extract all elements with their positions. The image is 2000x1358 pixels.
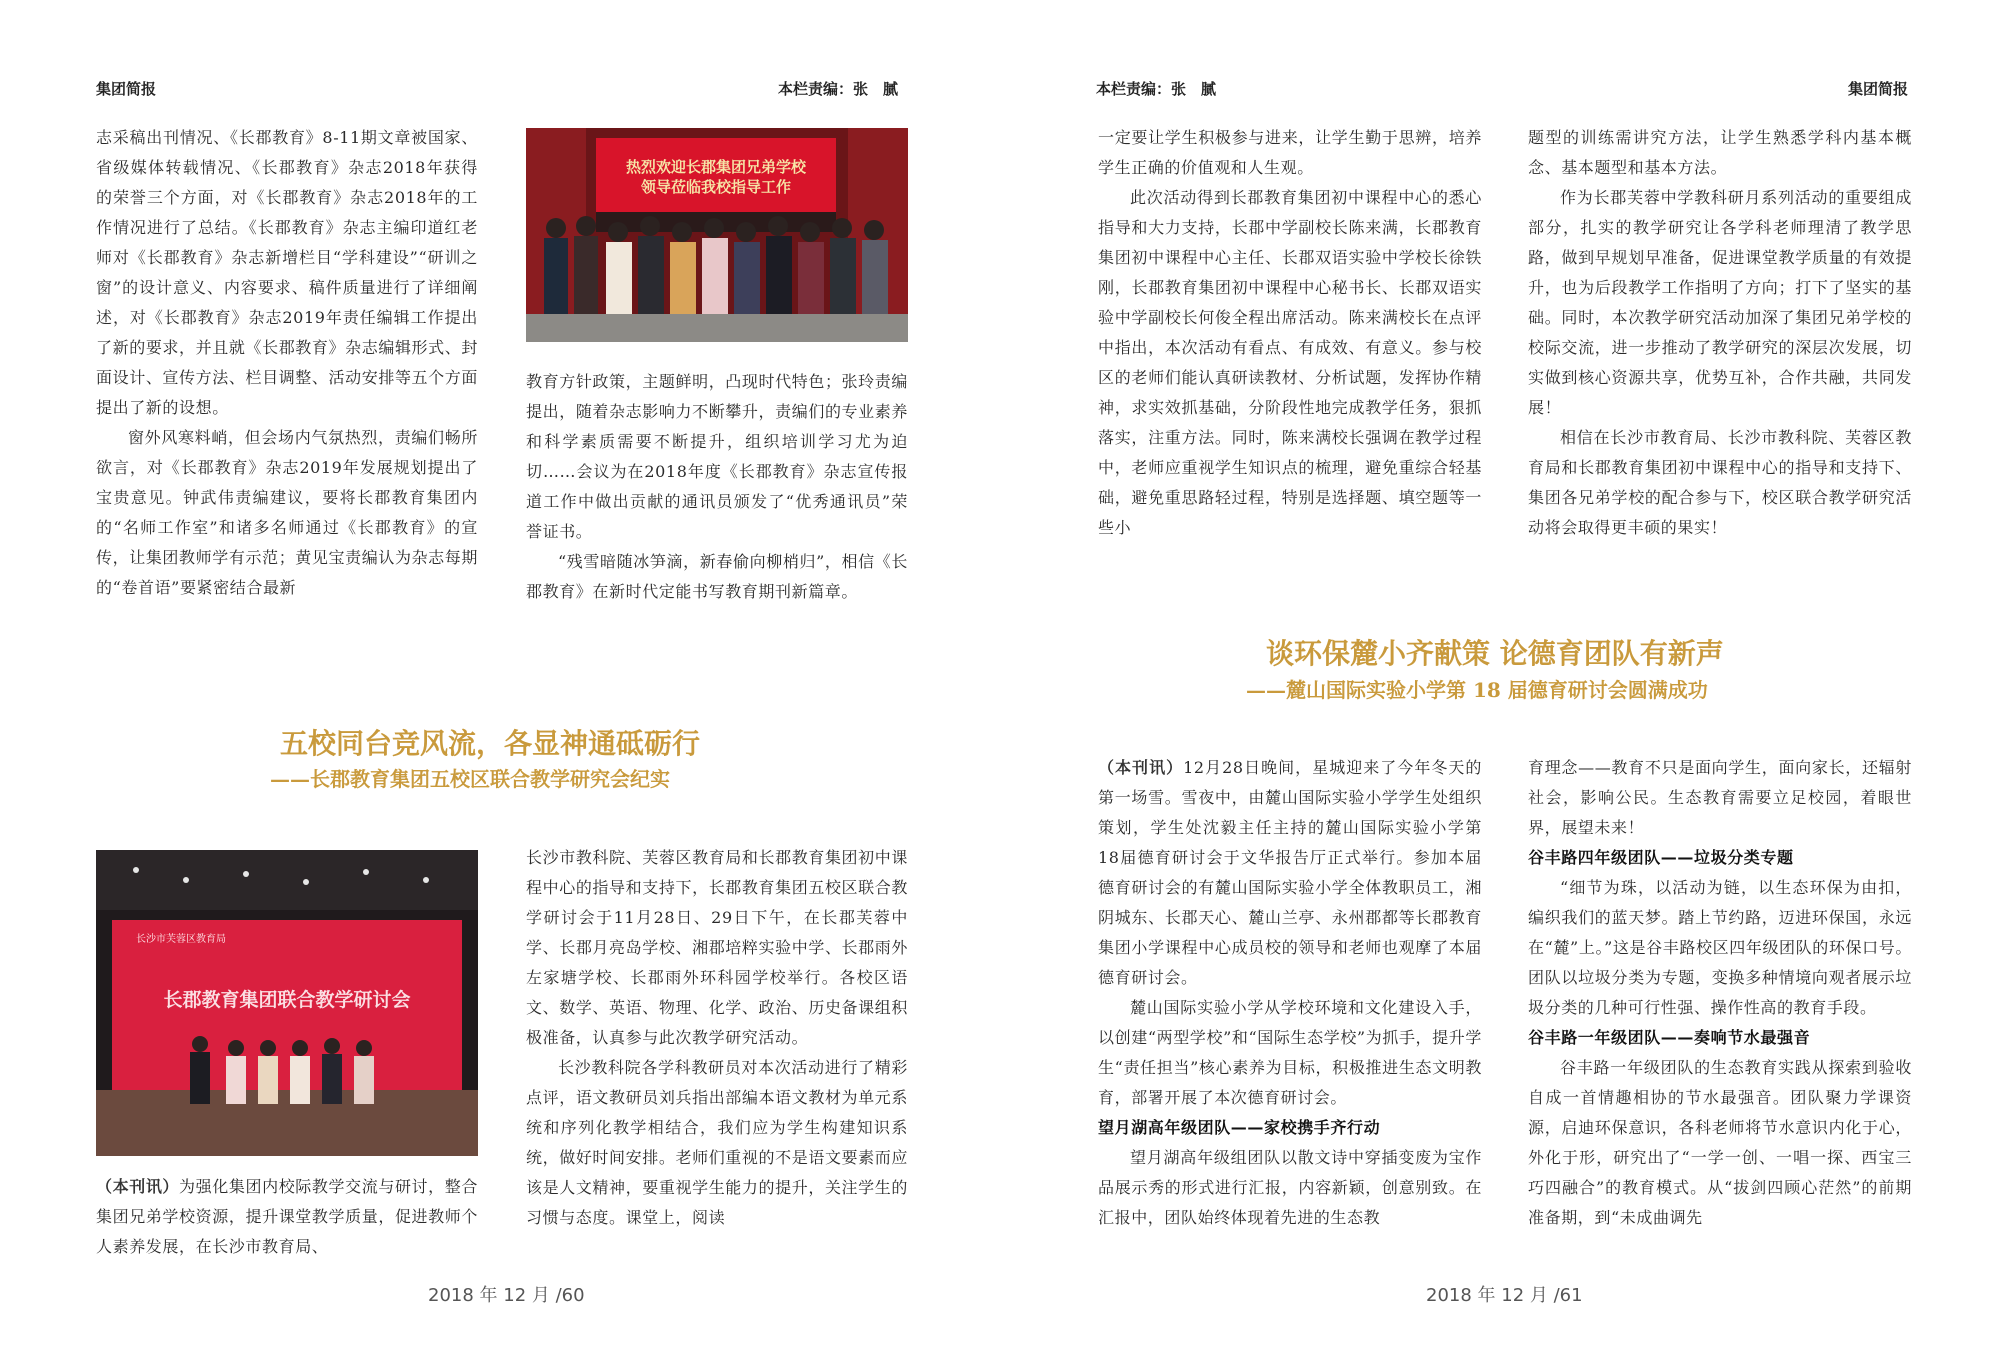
left-header-editor: 本栏责编：张 腻 xyxy=(778,80,899,98)
article1-paragraph-3: 教育方针政策，主题鲜明，凸现时代特色；张玲责编提出，随着杂志影响力不断攀升，责编们的专业素养和科学素质需要不断提升，组织培训学习尤为迫切……会议为在2018年度《长郡教育》杂志宣传报道工作中做出贡献的通讯员颁发了“优秀通讯员”荣誉证书。 xyxy=(526,372,908,541)
article3-paragraph-6: 谷丰路一年级团队的生态教育实践从探索到验收自成一首情趣相协的节水最强音。团队聚力学课资源，启迪环保意识，各科老师将节水意识内化于心，外化于形，研究出了“一学一创、一唱一探、西宝三巧四融合”的教育模式。从“拔剑四顾心茫然”的前期准备期，到“未成曲调先 xyxy=(1528,1058,1912,1227)
article2-column-1 xyxy=(96,1172,478,1264)
article3-column-2 xyxy=(1528,753,1912,1263)
article2-cont-paragraph-2: 此次活动得到长郡教育集团初中课程中心的悉心指导和大力支持，长郡中学副校长陈来满，长郡教育集团初中课程中心主任、长郡双语实验中学校长徐铁刚，长郡教育集团初中课程中心秘书长、长郡双语实验中学副校长何俊全程出席活动。陈来满校长在点评中指出，本次活动有看点、有成效、有意义。参与校区的老师们能认真研读教材、分析试题，发挥协作精神，求实效抓基础，分阶段性地完成教学任务，狠抓落实，注重方法。同时，陈来满校长强调在教学过程中，老师应重视学生知识点的梳理，避免重综合轻基础，避免重思路轻过程，特别是选择题、填空题等一些小 xyxy=(1098,188,1482,537)
article2-continued-column-2 xyxy=(1528,123,1912,543)
right-header-editor: 本栏责编：张 腻 xyxy=(1096,80,1217,98)
article1-paragraph-4: “残雪暗随冰笋滴，新春偷向柳梢归”，相信《长郡教育》在新时代定能书写教育期刊新篇章。 xyxy=(526,552,908,601)
article3-paragraph-1-text: 12月28日晚间，星城迎来了今年冬天的第一场雪。雪夜中，由麓山国际实验小学学生处组织策划，学生处沈毅主任主持的麓山国际实验小学第18届德育研讨会于文华报告厅正式举行。参加本届德育研讨会的有麓山国际实验小学全体教职员工，湘阴城东、长郡天心、麓山兰亭、永州郡都等长郡教育集团小学课程中心成员校的领导和老师也观摩了本届德育研讨会。 xyxy=(1098,758,1482,987)
article3-subheading-2: 谷丰路四年级团队——垃圾分类专题 xyxy=(1528,848,1794,867)
article2-paragraph-3: 长沙教科院各学科教研员对本次活动进行了精彩点评，语文教研员刘兵指出部编本语文教材为单元系统和序列化教学相结合，我们应为学生构建知识系统，做好时间安排。老师们重视的不是语文要素而应该是人文精神，要重视学生能力的提升，关注学生的习惯与态度。课堂上，阅读 xyxy=(526,1058,908,1227)
article2-lead: （本刊讯） xyxy=(96,1177,180,1196)
article1-column-1 xyxy=(96,123,478,613)
stage-top-banner: 长沙市芙蓉区教育局 xyxy=(136,934,226,945)
article3-paragraph-2: 麓山国际实验小学从学校环境和文化建设入手，以创建“两型学校”和“国际生态学校”为抓手，提升学生“责任担当”核心素养为目标，积极推进生态文明教育，部署开展了本次德育研讨会。 xyxy=(1098,998,1482,1107)
group-photo xyxy=(526,128,908,342)
article2-subtitle: ——长郡教育集团五校区联合教学研究会纪实 xyxy=(270,767,670,791)
article3-subtitle: ——麓山国际实验小学第 18 届德育研讨会圆满成功 xyxy=(1246,678,1708,702)
article2-paragraph-2: 长沙市教科院、芙蓉区教育局和长郡教育集团初中课程中心的指导和支持下，长郡教育集团五校区联合教学研讨会于11月28日、29日下午，在长郡芙蓉中学、长郡月亮岛学校、湘郡培粹实验中学、长郡雨外左家塘学校、长郡雨外环科园学校举行。各校区语文、数学、英语、物理、化学、政治、历史备课组积极准备，认真参与此次教学研究活动。 xyxy=(526,848,908,1047)
right-header-section: 集团简报 xyxy=(1848,80,1909,98)
article3-column-1 xyxy=(1098,753,1482,1263)
article2-cont-paragraph-5: 相信在长沙市教育局、长沙市教科院、芙蓉区教育局和长郡教育集团初中课程中心的指导和支持下、集团各兄弟学校的配合参与下，校区联合教学研究活动将会取得更丰硕的果实！ xyxy=(1528,428,1912,537)
article1-column-2 xyxy=(526,367,908,637)
article2-cont-paragraph-3: 题型的训练需讲究方法，让学生熟悉学科内基本概念、基本题型和基本方法。 xyxy=(1528,128,1912,177)
article3-lead: （本刊讯） xyxy=(1098,758,1184,777)
article3-paragraph-5: “细节为珠，以活动为链，以生态环保为由扣，编织我们的蓝天梦。踏上节约路，迈进环保国，永远在“麓”上。”这是谷丰路校区四年级团队的环保口号。团队以垃圾分类为专题，变换多种情境向观者展示垃圾分类的几种可行性强、操作性高的教育手段。 xyxy=(1528,878,1912,1017)
article2-column-2 xyxy=(526,843,908,1263)
article2-cont-paragraph-1: 一定要让学生积极参与进来，让学生勤于思辨，培养学生正确的价值观和人生观。 xyxy=(1098,128,1482,177)
article1-paragraph-2: 窗外风寒料峭，但会场内气氛热烈，责编们畅所欲言，对《长郡教育》杂志2019年发展规划提出了宝贵意见。钟武伟责编建议，要将长郡教育集团内的“名师工作室”和诸多名师通过《长郡教育》的宣传，让集团教师学有示范；黄见宝责编认为杂志每期的“卷首语”要紧密结合最新 xyxy=(96,428,478,597)
article3-subheading-3: 谷丰路一年级团队——奏响节水最强音 xyxy=(1528,1028,1811,1047)
left-page-folio: 2018 年 12 月 /60 xyxy=(428,1285,585,1306)
left-header-section: 集团简报 xyxy=(96,80,157,98)
article3-subheading-1: 望月湖高年级团队——家校携手齐行动 xyxy=(1098,1118,1381,1137)
banner-line-2: 领导莅临我校指导工作 xyxy=(640,178,792,196)
stage-ceremony-photo xyxy=(96,850,478,1156)
stage-main-banner: 长郡教育集团联合教学研讨会 xyxy=(163,989,411,1011)
article1-paragraph-1: 志采稿出刊情况、《长郡教育》8-11期文章被国家、省级媒体转载情况、《长郡教育》杂志2018年获得的荣誉三个方面，对《长郡教育》杂志2018年的工作情况进行了总结。《长郡教育》杂志主编印道红老师对《长郡教育》杂志新增栏目“学科建设”“研训之窗”的设计意义、内容要求、稿件质量进行了详细阐述，对《长郡教育》杂志2019年责任编辑工作提出了新的要求，并且就《长郡教育》杂志编辑形式、封面设计、宣传方法、栏目调整、活动安排等五个方面提出了新的设想。 xyxy=(96,128,478,417)
article2-paragraph-1-text: 为强化集团内校际教学交流与研讨，整合集团兄弟学校资源，提升课堂教学质量，促进教师个人素养发展，在长沙市教育局、 xyxy=(96,1177,478,1256)
article3-paragraph-3: 望月湖高年级组团队以散文诗中穿插变废为宝作品展示秀的形式进行汇报，内容新颖，创意别致。在汇报中，团队始终体现着先进的生态教 xyxy=(1098,1148,1482,1227)
article3-paragraph-4: 育理念——教育不只是面向学生，面向家长，还辐射社会，影响公民。生态教育需要立足校园，着眼世界，展望未来！ xyxy=(1528,758,1912,837)
right-page-folio: 2018 年 12 月 /61 xyxy=(1426,1285,1583,1306)
article3-title: 谈环保麓小齐献策 论德育团队有新声 xyxy=(1266,637,1724,670)
article2-cont-paragraph-4: 作为长郡芙蓉中学教科研月系列活动的重要组成部分，扎实的教学研究让各学科老师理清了教学思路，做到早规划早准备，促进课堂教学质量的有效提升，也为后段教学工作指明了方向；打下了坚实的基础。同时，本次教学研究活动加深了集团兄弟学校的校际交流，进一步推动了教学研究的深层次发展，切实做到核心资源共享，优势互补，合作共融，共同发展！ xyxy=(1528,188,1912,417)
article2-title: 五校同台竞风流，各显神通砥砺行 xyxy=(280,727,701,760)
article2-continued-column-1 xyxy=(1098,123,1482,543)
banner-line-1: 热烈欢迎长郡集团兄弟学校 xyxy=(625,158,807,176)
article2-paragraph-1 xyxy=(96,1172,478,1262)
article3-paragraph-1 xyxy=(1098,753,1482,993)
